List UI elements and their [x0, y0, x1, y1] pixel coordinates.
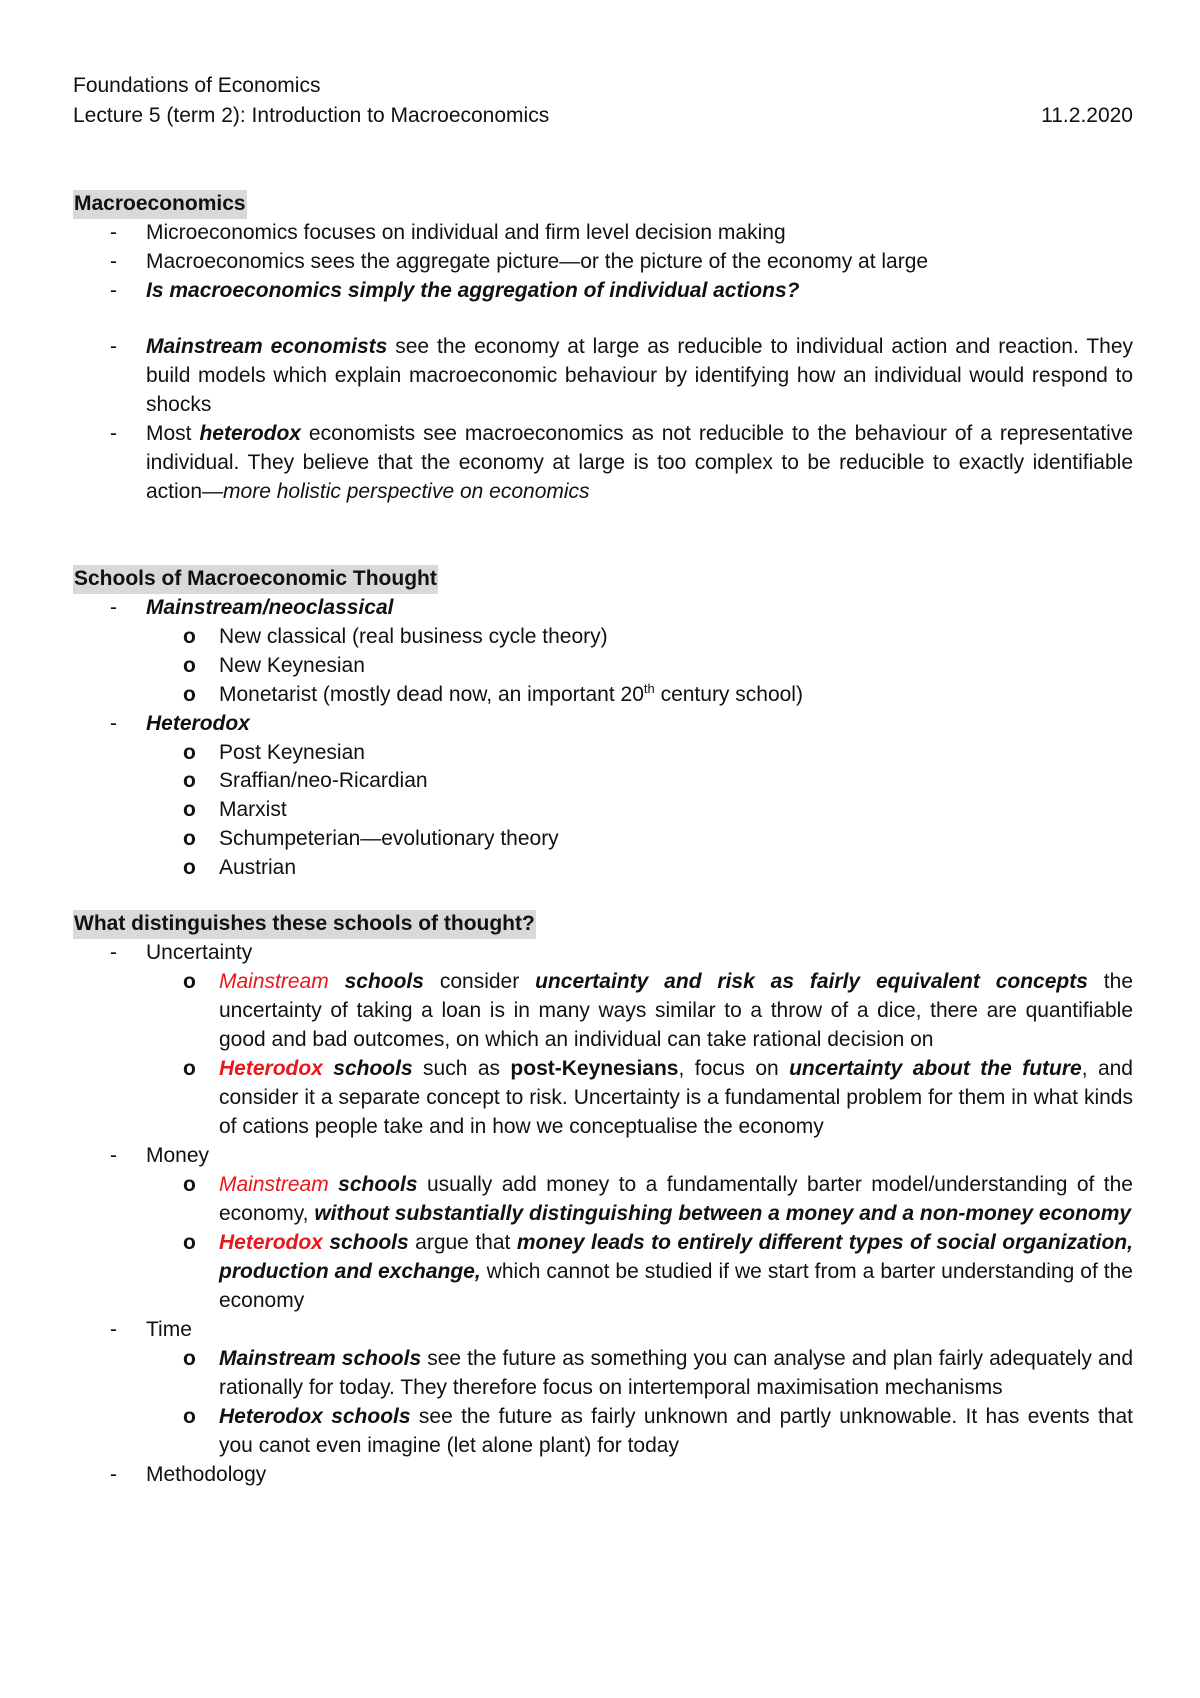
list-item: - Is macroeconomics simply the aggregation of individual actions? [73, 277, 1133, 306]
dash-bullet: - [110, 1462, 117, 1486]
circle-bullet: o [183, 1231, 196, 1254]
circle-bullet: o [183, 1173, 196, 1197]
lecture-row [73, 102, 1133, 132]
list-item: - Methodology [73, 1461, 1133, 1490]
sub-list [146, 739, 1133, 884]
sub-item: o Heterodox schools such as post-Keynesians, focus on uncertainty about the future, and consider it a separate concept to risk. Uncertainty is a fundamental problem for them in what kinds of cations people take and in how we conceptualise the economy [183, 1057, 1133, 1139]
circle-bullet: o [183, 653, 196, 677]
list-item: - Mainstream economists see the economy at large as reducible to individual action and reaction. They build models which explain macroeconomic behaviour by identifying how an individual would respond to shocks [110, 334, 1134, 416]
list-item: - Macroeconomics sees the aggregate picture—or the picture of the economy at large [73, 248, 1133, 277]
dash-bullet: - [110, 941, 117, 965]
circle-bullet: o [183, 682, 196, 706]
course-title: Foundations of Economics [73, 74, 321, 97]
sub-list [146, 1171, 1133, 1316]
sub-item: o Austrian [146, 854, 1133, 883]
sub-list [146, 1345, 1133, 1461]
list-item: - Uncertainty o Mainstream schools consider uncertainty and risk as fairly equivalent concepts the uncertainty of taking a loan is in many ways similar to a throw of a dice, there are quantifiable good and bad outcomes, on which an individual can take rational decision on o Heterodox schools such as post-Keynesians, focus on uncertainty about the future, and consider it a separate concept to risk. Uncertainty is a fundamental problem for them in what kinds of cations people take and in how we conceptualise the economy [73, 939, 1133, 1142]
bullet-list [73, 333, 1133, 507]
dash-bullet: - [110, 421, 117, 445]
sub-item: o Marxist [146, 796, 1133, 825]
sub-item: o Mainstream schools usually add money to a fundamentally barter model/understanding of the economy, without substantially distinguishing between a money and a non-money economy [183, 1173, 1133, 1226]
section-heading: Schools of Macroeconomic Thought [73, 565, 438, 594]
lecture-date: 11.2.2020 [1041, 104, 1133, 127]
sub-item: o Mainstream schools consider uncertainty and risk as fairly equivalent concepts the uncertainty of taking a loan is in many ways similar to a throw of a dice, there are quantifiable good and bad outcomes, on which an individual can take rational decision on [183, 970, 1133, 1052]
bullet-list [73, 939, 1133, 1489]
dash-bullet: - [110, 249, 117, 273]
dash-bullet: - [110, 595, 117, 619]
circle-bullet: o [183, 1346, 196, 1370]
bullet-list [73, 594, 1133, 884]
sub-item: o New Keynesian [146, 652, 1133, 681]
circle-bullet: o [183, 856, 196, 880]
section-schools [73, 565, 1133, 884]
dash-bullet: - [110, 1317, 117, 1341]
sub-item: o Heterodox schools see the future as fairly unknown and partly unknowable. It has events that you canot even imagine (let alone plant) for today [183, 1404, 1133, 1457]
sub-list [146, 968, 1133, 1142]
dash-bullet: - [110, 278, 117, 302]
sub-list [146, 623, 1133, 710]
dash-bullet: - [110, 334, 117, 358]
section-macroeconomics [73, 190, 1133, 507]
sub-item: o Mainstream schools see the future as something you can analyse and plan fairly adequately and rationally for today. They therefore focus on intertemporal maximisation mechanisms [183, 1346, 1133, 1399]
circle-bullet: o [183, 827, 196, 851]
dash-bullet: - [110, 220, 117, 244]
sub-item: o Schumpeterian—evolutionary theory [146, 825, 1133, 854]
document-header [73, 72, 1133, 132]
list-item: - Most heterodox economists see macroeconomics as not reducible to the behaviour of a representative individual. They believe that the economy at large is too complex to be reducible to exactly identifiable action—more holistic perspective on economics [110, 421, 1134, 503]
lecture-title: Lecture 5 (term 2): Introduction to Macroeconomics [73, 104, 550, 127]
sub-item: o Post Keynesian [146, 739, 1133, 768]
list-item: - Money o Mainstream schools usually add money to a fundamentally barter model/understanding of the economy, without substantially distinguishing between a money and a non-money economy o Heterodox schools argue that money leads to entirely different types of social organization, production and exchange, which cannot be studied if we start from a barter understanding of the economy [73, 1142, 1133, 1316]
list-item: - Heterodox o Post Keynesian o Sraffian/neo-Ricardian o Marxist o Schumpeterian—evolutionary theory o Austrian [73, 710, 1133, 884]
document-page [73, 72, 1133, 1490]
section-heading: Macroeconomics [73, 190, 247, 219]
bullet-list [73, 219, 1133, 306]
list-item: - Mainstream/neoclassical o New classical (real business cycle theory) o New Keynesian o Monetarist (mostly dead now, an important 20th century school) [73, 594, 1133, 710]
sub-item: o Sraffian/neo-Ricardian [146, 767, 1133, 796]
section-heading: What distinguishes these schools of thought? [73, 910, 536, 939]
dash-bullet: - [110, 1144, 117, 1168]
list-item: - Microeconomics focuses on individual and firm level decision making [73, 219, 1133, 248]
circle-bullet: o [183, 624, 196, 648]
circle-bullet: o [183, 1057, 196, 1081]
circle-bullet: o [183, 1404, 196, 1428]
circle-bullet: o [183, 970, 196, 994]
section-distinguishes [73, 910, 1133, 1489]
circle-bullet: o [183, 740, 196, 764]
sub-item: o Monetarist (mostly dead now, an important 20th century school) [146, 681, 1133, 710]
circle-bullet: o [183, 769, 196, 793]
sub-item: o New classical (real business cycle theory) [146, 623, 1133, 652]
circle-bullet: o [183, 798, 196, 822]
sub-item: o Heterodox schools argue that money leads to entirely different types of social organization, production and exchange, which cannot be studied if we start from a barter understanding of the economy [183, 1231, 1133, 1312]
dash-bullet: - [110, 711, 117, 735]
list-item: - Time o Mainstream schools see the future as something you can analyse and plan fairly adequately and rationally for today. They therefore focus on intertemporal maximisation mechanisms o Heterodox schools see the future as fairly unknown and partly unknowable. It has events that you canot even imagine (let alone plant) for today [73, 1316, 1133, 1461]
